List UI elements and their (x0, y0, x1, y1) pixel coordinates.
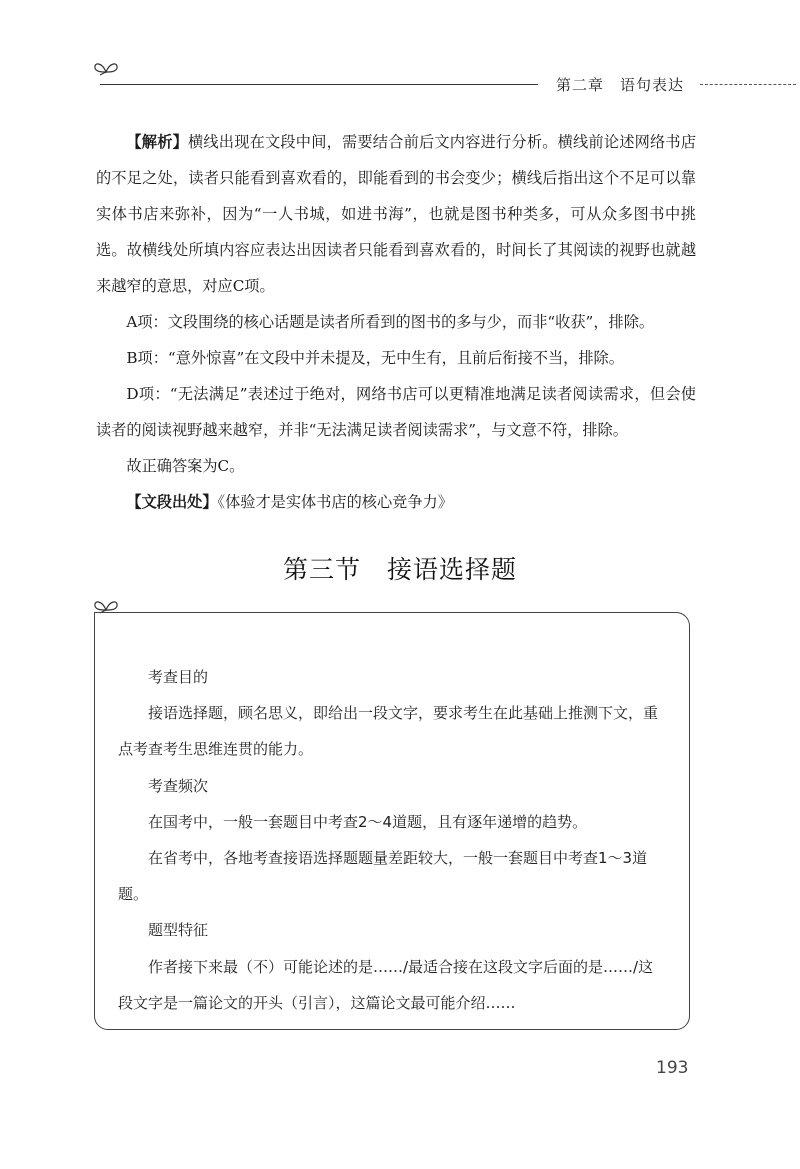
analysis-label: 【解析】 (126, 133, 188, 151)
section-title: 第三节 接语选择题 (282, 555, 517, 584)
header-rule (100, 84, 538, 85)
features-heading: 题型特征 (148, 921, 209, 940)
header-rule-dashed (700, 84, 796, 85)
info-box-content (118, 659, 666, 1021)
page-number: 193 (656, 1058, 689, 1078)
frequency-provincial: 在省考中，各地考查接语选择题题量差距较大，一般一套题目中考查1～3道题。 (118, 849, 648, 904)
source-label: 【文段出处】 (126, 493, 218, 511)
source-text: 《体验才是实体书店的核心竞争力》 (217, 493, 453, 511)
option-b-explanation: B项：“意外惊喜”在文段中并未提及，无中生有，且前后衔接不当，排除。 (126, 349, 624, 367)
option-a-explanation: A项：文段围绕的核心话题是读者所看到的图书的多与少，而非“收获”，排除。 (126, 313, 655, 331)
purpose-heading: 考查目的 (148, 668, 209, 686)
frequency-heading: 考查频次 (148, 776, 209, 795)
frequency-national: 在国考中，一般一套题目中考查2～4道题，且有逐年递增的趋势。 (148, 812, 588, 831)
source-line (96, 484, 696, 520)
option-d-explanation: D项：“无法满足”表述过于绝对，网络书店可以更精准地满足读者阅读需求，但会使读者的阅读视野越来越窄，并非“无法满足读者阅读需求”，与文意不符，排除。 (96, 385, 696, 439)
analysis-block (96, 124, 696, 520)
purpose-text: 接语选择题，顾名思义，即给出一段文字，要求考生在此基础上推测下文，重点考查考生思维连贯的能力。 (118, 704, 659, 759)
chapter-title: 第二章 语句表达 (556, 76, 685, 94)
features-text: 作者接下来最（不）可能论述的是……/最适合接在这段文字后面的是……/这段文字是一篇论文的开头（引言），这篇论文最可能介绍…… (118, 957, 654, 1012)
analysis-paragraph (96, 124, 696, 304)
analysis-text: 横线出现在文段中间，需要结合前后文内容进行分析。横线前论述网络书店的不足之处，读者只能看到喜欢看的，即能看到的书会变少；横线后指出这个不足可以靠实体书店来弥补，因为“一人书城，如进书海”，也就是图书种类多，可从众多图书中挑选。故横线处所填内容应表达出因读者只能看到喜欢看的，时间长了其阅读的视野也就越来越窄的意思，对应C项。 (96, 133, 697, 295)
correct-answer: 故正确答案为C。 (126, 457, 245, 475)
leaf-ornament-icon (92, 58, 120, 76)
